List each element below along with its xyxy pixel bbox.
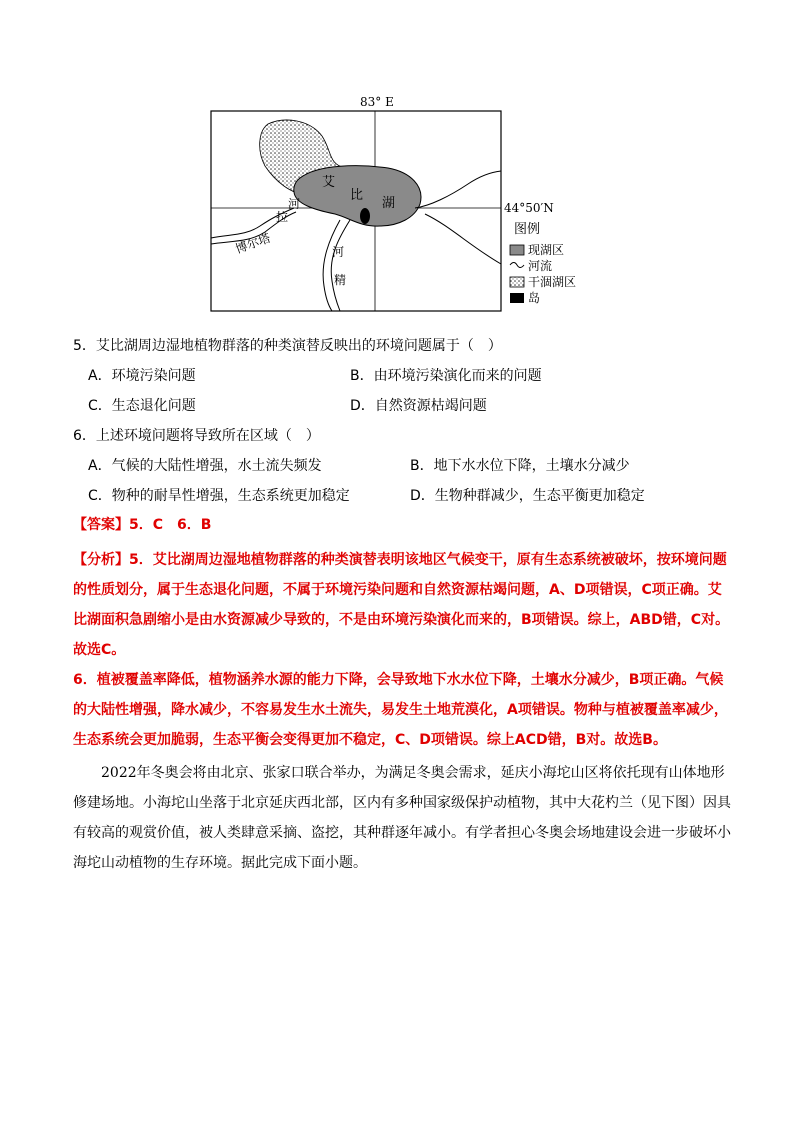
- river-label-bortala: 博尔塔: [233, 230, 273, 257]
- river-label-jing-1: 精: [334, 273, 347, 287]
- ebinur-lake-map: [210, 95, 577, 316]
- question-6-option-a: A．气候的大陆性增强，水土流失频发: [88, 458, 322, 474]
- analysis-paragraph-1: [73, 545, 733, 665]
- river-label-jing-2: 河: [332, 245, 345, 259]
- answer-text: 5．C 6．B: [129, 517, 212, 533]
- passage-paragraph: 2022年冬奥会将由北京、张家口联合举办，为满足冬奥会需求，延庆小海坨山区将依托现有山体地形修建场地。小海坨山坐落于北京延庆西北部，区内有多种国家级保护动植物，其中大花杓兰（见下图）因具有较高的观赏价值，被人类肆意采摘、盗挖，其种群逐年减小。有学者担心冬奥会场地建设会进一步破坏小海坨山动植物的生存环境。据此完成下面小题。: [73, 765, 731, 871]
- question-5-option-c: C．生态退化问题: [88, 398, 196, 414]
- question-5-stem: 5．艾比湖周边湿地植物群落的种类演替反映出的环境问题属于（ ）: [73, 338, 502, 354]
- latitude-label: 44°50′N: [504, 201, 554, 215]
- legend-island-swatch: [510, 293, 524, 303]
- legend-dried-lake: 干涸湖区: [528, 275, 577, 289]
- legend-current-lake: 现湖区: [528, 243, 565, 257]
- legend-title: 图例: [514, 222, 541, 237]
- question-6-option-d: D．生物种群减少，生态平衡更加稳定: [410, 488, 645, 504]
- legend-island: 岛: [528, 291, 541, 305]
- island: [360, 208, 370, 224]
- longitude-label: 83° E: [360, 95, 394, 109]
- question-6-stem: 6．上述环境问题将导致所在区域（ ）: [73, 428, 320, 444]
- lake-label-char-1: 艾: [322, 175, 336, 190]
- question-6-option-b: B．地下水水位下降，土壤水分减少: [410, 458, 630, 474]
- legend-current-lake-swatch: [510, 245, 524, 255]
- question-5-option-d: D．自然资源枯竭问题: [350, 398, 487, 414]
- reading-passage: [73, 758, 733, 878]
- answer-label: 【答案】: [73, 517, 129, 533]
- river-label-bortala-3: 河: [288, 197, 301, 211]
- question-5-option-b: B．由环境污染演化而来的问题: [350, 368, 542, 384]
- legend-river-swatch: [510, 263, 524, 268]
- lake-label-char-3: 湖: [382, 196, 396, 211]
- legend-dried-lake-swatch: [510, 277, 524, 287]
- lake-label-char-2: 比: [350, 188, 364, 203]
- analysis-text-1: 5．艾比湖周边湿地植物群落的种类演替表明该地区气候变干，原有生态系统被破坏，按环境问题的性质划分，属于生态退化问题，不属于环境污染问题和自然资源枯竭问题，A、D项错误，C项正确。艾比湖面积急剧缩小是由水资源减少导致的，不是由环境污染演化而来的，B项错误。综上，ABD错，C对。故选C。: [73, 552, 730, 658]
- analysis-paragraph-2: 6．植被覆盖率降低，植物涵养水源的能力下降，会导致地下水水位下降，土壤水分减少，B项正确。气候的大陆性增强，降水减少，不容易发生水土流失，易发生土地荒漠化，A项错误。物种与植被覆盖率减少，生态系统会更加脆弱，生态平衡会变得更加不稳定，C、D项错误。综上ACD错，B对。故选B。: [73, 672, 728, 748]
- river-label-bortala-2: 拉: [276, 210, 289, 224]
- question-5-option-a: A．环境污染问题: [88, 368, 196, 384]
- answer-line: [73, 515, 211, 535]
- legend-river: 河流: [528, 259, 553, 273]
- question-6-option-c: C．物种的耐旱性增强，生态系统更加稳定: [88, 488, 350, 504]
- analysis-block: [73, 545, 733, 755]
- analysis-label: 【分析】: [73, 552, 129, 568]
